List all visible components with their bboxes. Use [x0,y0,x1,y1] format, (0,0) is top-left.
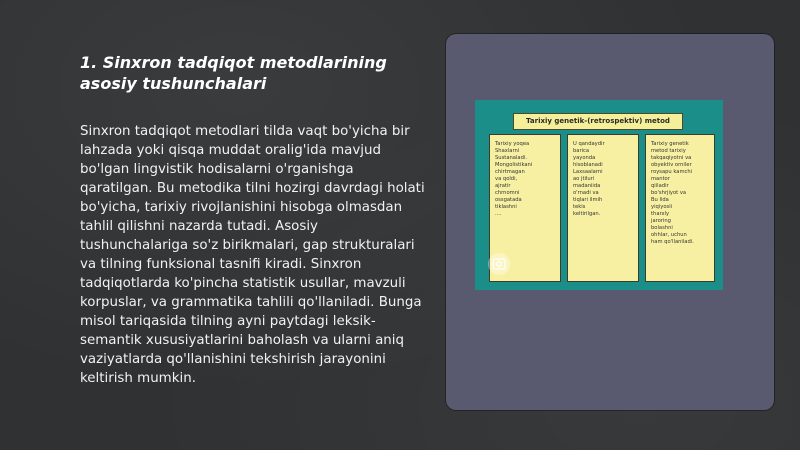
image-header-label: Tarixiy genetik-(retrospektiv) metod [513,113,683,130]
image-column-line: U qandaydir [573,141,605,147]
image-column-line: Laxsaalarni [573,169,603,175]
image-column-line: yiqiyosli [651,204,673,210]
image-column-line: madaniida [573,183,601,189]
image-column-line: metod tarixiy [651,148,686,154]
image-column-line: Bu lida [651,197,669,203]
image-search-icon[interactable] [488,253,510,275]
slide-title: 1. Sinxron tadqiqot metodlarining asosiy tushunchalari [80,53,387,93]
image-column-line: Sustanaladi. [495,155,527,161]
image-column-line: tiqlari ilmih [573,197,603,203]
image-column-line: tharxly [651,211,670,217]
image-column-line: keltirilgan. [573,211,601,217]
image-column-line: chirtmagan [495,169,525,175]
image-column-line: .... [495,211,502,217]
slide-body-text: Sinxron tadqiqot metodlari tilda vaqt bo'yicha bir lahzada yoki qisqa muddat oralig'ida mavjud bo'lgan lingvistik hodisalarni o'rganishga qaratilgan. Bu metodika tilni hozirgi davrdagi holati bo'yicha, tarixiy rivojlanishini hisobga olmasdan tahlil qilishni nazarda tutadi. Asosiy tushunchalariga so'z birikmalari, gap strukturalari va tilning funksional tasnifi kiradi. Sinxron tadqiqotlarda ko'pincha statistik usullar, mavzuli korpuslar, va grammatika tahlili qo'llaniladi. Bunga misol tariqasida tilning ayni paytdagi leksik-semantik xususiyatlarini baholash va ularni aniq vaziyatlarda qo'llanishini tekshirish jarayonini keltirish mumkin. [80,124,425,386]
image-column-line: roysapu kamchi [651,169,693,175]
image-column-line: mantor [651,176,670,182]
image-column-line: bo'shrjiyot va [651,190,687,196]
image-column-line: tekis [573,204,586,210]
image-column-3 [645,134,715,282]
image-column-line: chrnomni [495,190,520,196]
image-column-line: qiiladir [651,183,669,189]
slide-image[interactable] [475,100,723,290]
image-column-line: jaroring [651,218,671,224]
image-column-line: hisoblanadi [573,162,603,168]
image-column-line: takqaqiyotni va [651,155,692,161]
image-column-line: Tarixiy genetik [651,141,689,147]
image-column-line: va qoldi, [495,176,518,182]
image-column-line: yayonda [573,155,596,161]
image-column-line: o'rnadi va [573,190,599,196]
image-column-line: bolashni [651,225,673,231]
image-column-line: Shaxlarni [495,148,520,154]
slide-text-block [80,52,425,388]
image-column-line: ham qo'llaniladi. [651,239,694,245]
image-column-line: Mongolistikani [495,162,533,168]
image-column-line: ossgatada [495,197,522,203]
image-column-line: tiklashni [495,204,517,210]
image-column-line: ohhlar, uchun [651,232,687,238]
image-column-2 [567,134,639,282]
image-column-line: obyektiv orniler [651,162,692,168]
image-column-line: ao jtiluri [573,176,595,182]
image-column-line: Tarixiy yoqea [495,141,530,147]
image-column-line: ajratir [495,183,511,189]
image-column-line: barica [573,148,590,154]
